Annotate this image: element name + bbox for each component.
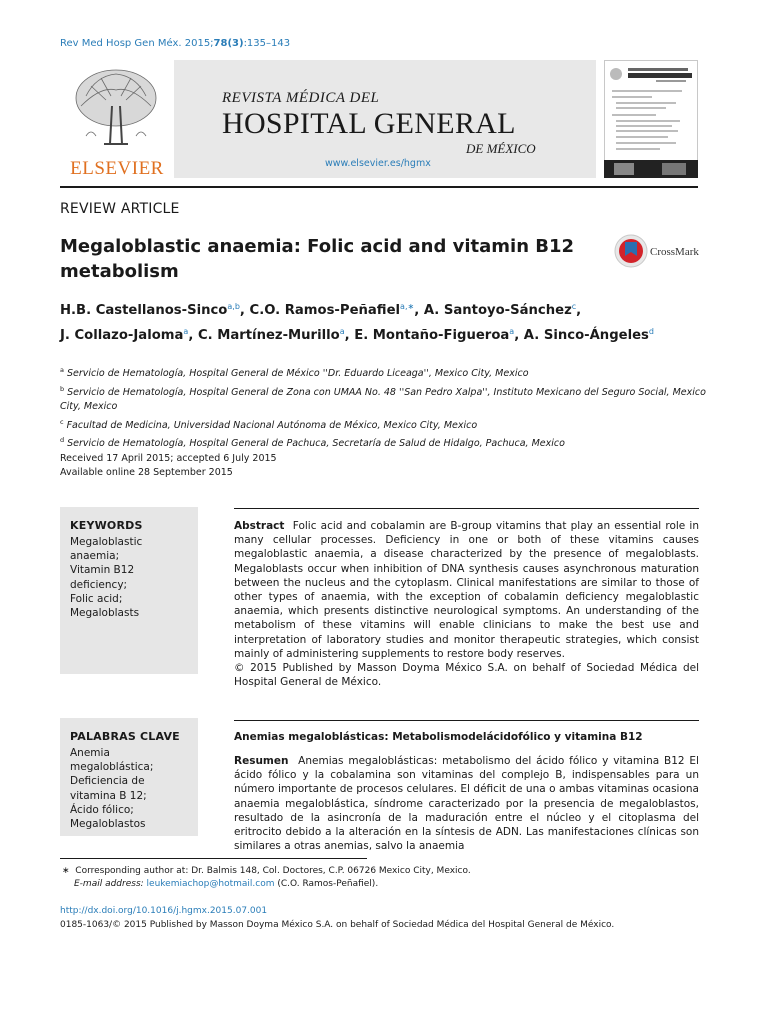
palabras-clave-list <box>70 746 153 831</box>
crossmark-label[interactable]: CrossMark <box>650 246 699 258</box>
email-suffix: (C.O. Ramos-Peñafiel). <box>277 879 379 889</box>
keyword-line: Megaloblastic <box>70 536 143 548</box>
author[interactable]: H.B. Castellanos-Sinco$^{a,b}$ <box>60 302 240 318</box>
keyword-line: Folic acid; <box>70 592 123 605</box>
affiliations <box>60 363 710 452</box>
journal-citation[interactable] <box>60 38 290 49</box>
header-divider <box>60 186 698 188</box>
article-type: REVIEW ARTICLE <box>60 201 180 217</box>
journal-url-link[interactable]: www.elsevier.es/hgmx <box>325 158 431 169</box>
journal-title-line1: REVISTA MÉDICA DEL <box>222 90 380 106</box>
affiliation: $^b$ Servicio de Hematología, Hospital General de Zona con UMAA No. 48 ''San Pedro Xalpa'', Instituto Mexicano del Seguro Social, Mexico City, Mexico <box>60 384 706 412</box>
keyword-line: anaemia; <box>70 550 120 563</box>
author[interactable]: J. Collazo-Jaloma$^a$ <box>60 327 189 343</box>
elsevier-tree-logo-icon <box>66 66 166 154</box>
article-title: Megaloblastic anaemia: Folic acid and vitamin B12 metabolism <box>60 236 575 282</box>
abstract-copyright: © 2015 Published by Masson Doyma México S.A. on behalf of Sociedad Médica del Hospital General de México. <box>234 662 699 689</box>
affiliation: $^d$ Servicio de Hematología, Hospital General de Pachuca, Secretaría de Salud de Hidalgo, Pachuca, Mexico <box>60 436 565 449</box>
corresponding-author-footnote <box>62 865 471 891</box>
cover-contents-icon <box>612 90 690 156</box>
keyword-line: Megaloblasts <box>70 607 140 620</box>
issn-copyright: 0185-1063/© 2015 Published by Masson Doyma México S.A. on behalf of Sociedad Médica del Hospital General de México. <box>60 920 615 930</box>
resumen-top-rule <box>234 720 699 721</box>
publisher-name: ELSEVIER <box>70 158 164 179</box>
author-list: H.B. Castellanos-Sinco$^{a,b}$, C.O. Ramos-Peñafiel$^{a,∗}$, A. Santoyo-Sánchez$^c$, J. Collazo-Jaloma$^a$, C. Martínez-Murillo$^a$, E. Montaño-Figueroa$^a$, A. Sinco-Ángeles$^d$ <box>60 302 654 343</box>
palabras-clave-box <box>60 718 198 836</box>
abstract-section <box>234 519 699 689</box>
citation-prefix: Rev Med Hosp Gen Méx. 2015; <box>60 38 214 49</box>
author[interactable]: C. Martínez-Murillo$^a$ <box>197 327 345 343</box>
keywords-box <box>60 507 198 674</box>
cover-footer-icon <box>604 160 698 178</box>
keyword-line: Anemia <box>70 747 110 759</box>
resumen-heading: Resumen <box>234 755 289 767</box>
keyword-line: Deficiencia de <box>70 775 145 788</box>
palabras-clave-title: PALABRAS CLAVE <box>70 730 180 743</box>
keyword-line: Vitamin B12 <box>70 564 135 577</box>
author[interactable]: C.O. Ramos-Peñafiel$^{a,∗}$ <box>249 302 415 318</box>
author[interactable]: A. Santoyo-Sánchez$^c$ <box>423 302 577 318</box>
affiliation: $^c$ Facultad de Medicina, Universidad Nacional Autónoma de México, Mexico City, Mexico <box>60 417 478 431</box>
doi-link[interactable]: http://dx.doi.org/10.1016/j.hgmx.2015.07.001 <box>60 906 268 916</box>
resumen-text: Anemias megaloblásticas: metabolismo del ácido fólico y vitamina B12 El ácido fólico y la cobalamina son vitaminas del complejo B, indispensables para un número importante de procesos celulares. El déficit de una o ambas vitaminas ocasiona anaemia megaloblástica, síndrome caracterizado por la presencia de megaloblastos, resultado de la asincronía de la maduración entre el núcleo y el citoplasma del eritrocito debido a la alteración en la síntesis de ADN. Las manifestaciones clínicas son similares a otras anemias, salvo la anaemia <box>234 755 699 853</box>
resumen-section <box>234 754 699 853</box>
footnote-mark: ∗ <box>62 866 70 876</box>
abstract-heading: Abstract <box>234 520 285 532</box>
keyword-line: deficiency; <box>70 578 128 591</box>
author[interactable]: A. Sinco-Ángeles$^d$ <box>523 327 654 343</box>
citation-volume: 78(3) <box>213 38 244 49</box>
journal-title-line2: HOSPITAL GENERAL <box>222 107 516 140</box>
email-link[interactable]: leukemiachop@hotmail.com <box>146 879 275 889</box>
author[interactable]: E. Montaño-Figueroa$^a$ <box>354 327 515 343</box>
keyword-line: Megaloblastos <box>70 818 146 831</box>
keyword-line: Ácido fólico; <box>70 803 134 816</box>
cover-masthead-icon <box>606 64 696 84</box>
crossmark-icon[interactable] <box>614 234 648 268</box>
affiliation: $^a$ Servicio de Hematología, Hospital General de México ''Dr. Eduardo Liceaga'', Mexico City, Mexico <box>60 366 529 379</box>
keywords-list <box>70 535 142 620</box>
abstract-top-rule <box>234 508 699 509</box>
spanish-title: Anemias megaloblásticas: Metabolismodelácidofólico y vitamina B12 <box>234 731 643 743</box>
footnote-rule <box>60 858 367 859</box>
journal-title-line3: DE MÉXICO <box>466 141 536 156</box>
citation-pages: :135–143 <box>243 38 291 49</box>
abstract-text: Folic acid and cobalamin are B-group vitamins that play an essential role in many cellular processes. Deficiency in one or both of these vitamins causes megaloblastic anaemia, a disease characterized by the presence of megaloblasts. Megaloblasts occur when inhibition of DNA synthesis causes asynchronous maturation between the nucleus and the cytoplasm. Clinical manifestations are similar to those of other types of anaemia, with the exception of cobalamin deficiency megaloblastic anaemia, which presents distinctive neurological symptoms. An understanding of the metabolism of these vitamins will enable clinicians to make the best use and interpretation of laboratory studies and monitor therapeutic strategies, which consist mainly of administering supplements to restore body reserves. <box>234 520 699 660</box>
keyword-line: vitamina B 12; <box>70 789 147 802</box>
keywords-title: KEYWORDS <box>70 519 143 532</box>
email-label: E-mail address: <box>74 879 144 889</box>
keyword-line: megaloblástica; <box>70 761 154 774</box>
online-date: Available online 28 September 2015 <box>60 467 233 478</box>
received-date: Received 17 April 2015; accepted 6 July 2015 <box>60 453 277 464</box>
article-dates <box>60 452 277 480</box>
corresponding-address: Corresponding author at: Dr. Balmis 148, Col. Doctores, C.P. 06726 Mexico City, Mexico. <box>75 866 471 876</box>
